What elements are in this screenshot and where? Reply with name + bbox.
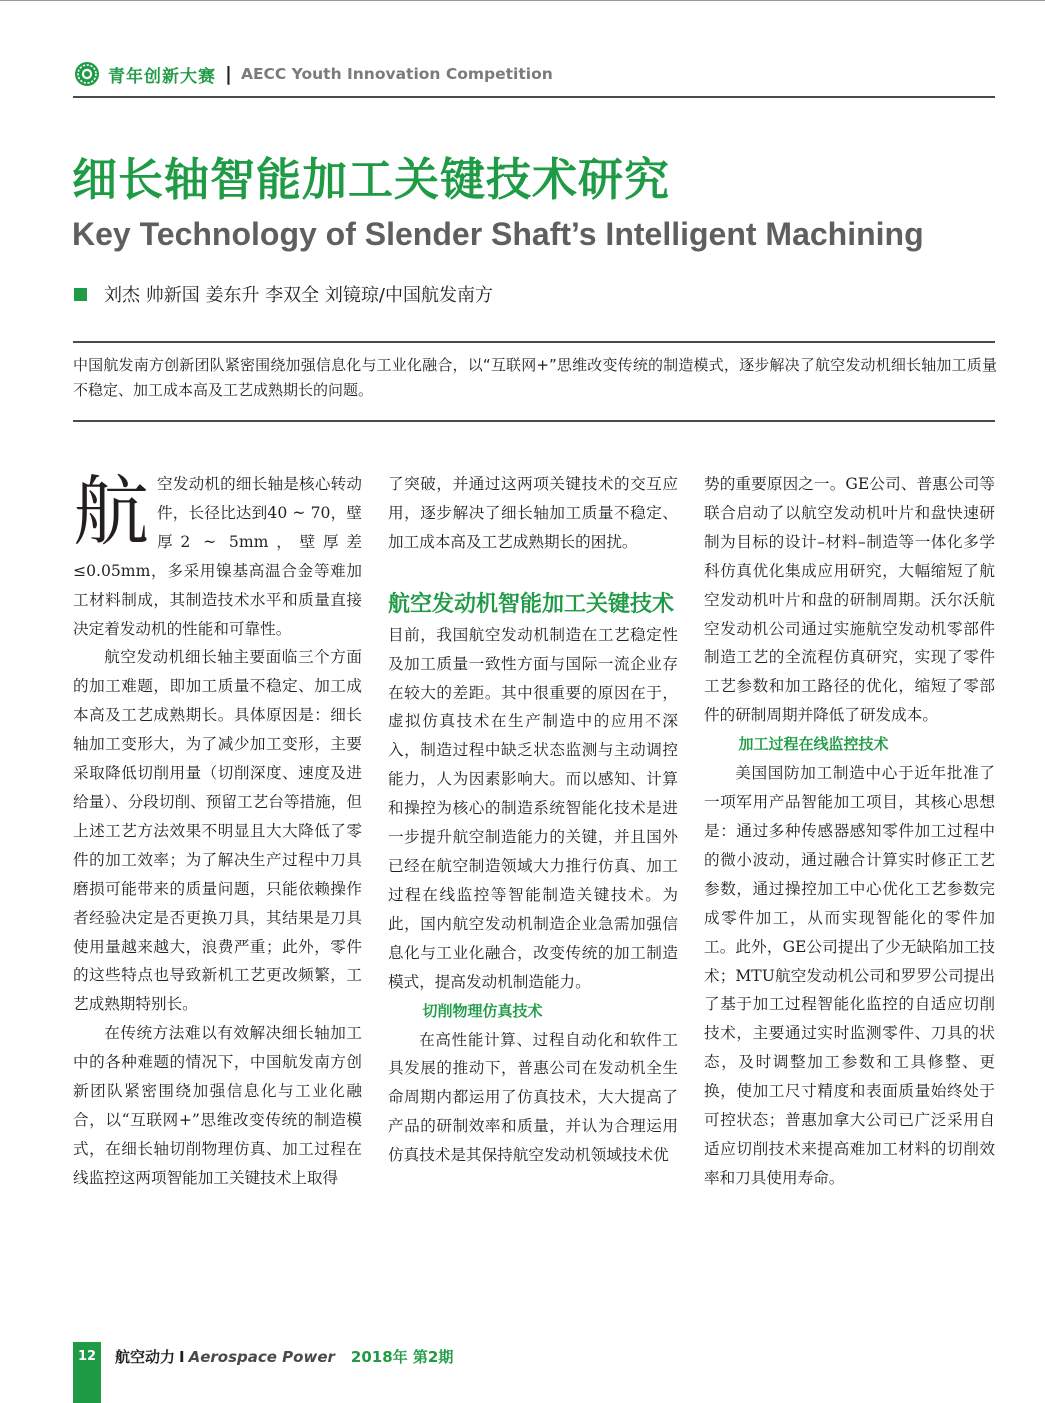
author-line — [74, 281, 493, 307]
intro-paragraph — [73, 467, 362, 643]
paragraph: 了突破，并通过这两项关键技术的交互应用，逐步解决了细长轴加工质量不稳定、加工成本高及工艺成熟期长的困扰。 — [388, 475, 678, 551]
paragraph: 在高性能计算、过程自动化和软件工具发展的推动下，普惠公司在发动机全生命周期内都运用了仿真技术，大大提高了产品的研制效率和质量，并认为合理运用仿真技术是其保持航空发动机领域技术优 — [388, 1030, 678, 1165]
top-rule — [0, 0, 1045, 1]
header-rule — [73, 96, 995, 98]
drop-cap: 航 — [73, 467, 149, 556]
paragraph: 目前，我国航空发动机制造在工艺稳定性及加工质量一致性方面与国际一流企业存在较大的差距。其中很重要的原因在于，虚拟仿真技术在生产制造中的应用不深入，制造过程中缺乏状态监测与主动调控能力，人为因素影响大。而以感知、计算和操控为核心的制造系统智能化技术是进一步提升航空制造能力的关键，并且国外已经在航空制造领域大力推行仿真、加工过程在线监控等智能制造关键技术。为此，国内航空发动机制造企业急需加强信息化与工业化融合，改变传统的加工制造模式，提高发动机制造能力。 — [388, 625, 678, 991]
abstract-rule-bottom — [73, 420, 995, 422]
abstract-rule-top — [73, 341, 995, 343]
column-1 — [73, 467, 362, 1193]
header-cn: 青年创新大赛 — [108, 66, 216, 87]
subsection-heading: 加工过程在线监控技术 — [738, 735, 889, 754]
column-2 — [388, 470, 678, 1170]
author-marker-icon — [74, 288, 87, 301]
paragraph: 美国国防加工制造中心于近年批准了一项军用产品智能加工项目，其核心思想是：通过多种传感器感知零件加工过程中的微小波动，通过融合计算实时修正工艺参数，通过操控加工中心优化工艺参数完成零件加工，从而实现智能化的零件加工。此外，GE公司提出了少无缺陷加工技术；MTU航空发动机公司和罗罗公司提出了基于加工过程智能化监控的自适应切削技术，主要通过实时监测零件、刀具的状态，及时调整加工参数和工具修整、更换，使加工尺寸精度和表面质量始终处于可控状态；普惠加拿大公司已广泛采用自适应切削技术来提高难加工材料的切削效率和刀具使用寿命。 — [704, 764, 995, 1187]
subsection-heading: 切削物理仿真技术 — [422, 1001, 543, 1020]
column-3 — [704, 470, 995, 1193]
running-footer — [115, 1346, 453, 1367]
header-en: AECC Youth Innovation Competition — [240, 65, 553, 83]
section-heading: 航空发动机智能加工关键技术 — [388, 591, 675, 617]
header-separator: | — [225, 63, 232, 85]
article-title-en: Key Technology of Slender Shaft’s Intelligent Machining — [72, 216, 924, 252]
competition-logo-icon — [74, 61, 100, 87]
paragraph: 势的重要原因之一。GE公司、普惠公司等联合启动了以航空发动机叶片和盘快速研制为目标的设计–材料–制造等一体化多学科仿真优化集成应用研究，大幅缩短了航空发动机叶片和盘的研制周期。沃尔沃航空发动机公司通过实施航空发动机零部件制造工艺的全流程仿真研究，实现了零件工艺参数和加工路径的优化，缩短了零部件的研制周期并降低了研发成本。 — [704, 475, 995, 725]
authors: 刘杰 帅新国 姜东升 李双全 刘镜琼/中国航发南方 — [104, 285, 493, 306]
abstract: 中国航发南方创新团队紧密围绕加强信息化与工业化融合，以“互联网+”思维改变传统的制造模式，逐步解决了航空发动机细长轴加工质量不稳定、加工成本高及工艺成熟期长的问题。 — [73, 356, 997, 399]
journal-name-cn: 航空动力 — [115, 1348, 176, 1366]
paragraph: 在传统方法难以有效解决细长轴加工中的各种难题的情况下，中国航发南方创新团队紧密围绕加强信息化与工业化融合，以“互联网+”思维改变传统的制造模式，在细长轴切削物理仿真、加工过程在线监控这两项智能加工关键技术上取得 — [73, 1024, 362, 1187]
journal-name-en: Aerospace Power — [188, 1348, 335, 1366]
article-title-cn: 细长轴智能加工关键技术研究 — [72, 153, 671, 206]
intro-text: 空发动机的细长轴是核心转动件，长径比达到40 ~ 70，壁厚2 ~ 5mm，壁厚差≤0.05mm，多采用镍基高温合金等难加工材料制成，其制造技术水平和质量直接决定着发动机的性能和可靠性。 — [73, 475, 362, 638]
page-number: 12 — [77, 1349, 97, 1364]
running-header — [74, 58, 553, 90]
paragraph: 航空发动机细长轴主要面临三个方面的加工难题，即加工质量不稳定、加工成本高及工艺成熟期长。具体原因是：细长轴加工变形大，为了减少加工变形，主要采取降低切削用量（切削深度、速度及进给量）、分段切削、预留工艺台等措施，但上述工艺方法效果不明显且大大降低了零件的加工效率；为了解决生产过程中刀具磨损可能带来的质量问题，只能依赖操作者经验决定是否更换刀具，其结果是刀具使用量越来越大，浪费严重；此外，零件的这些特点也导致新机工艺更改频繁，工艺成熟期特别长。 — [73, 648, 362, 1014]
issue-label: 2018年 第2期 — [350, 1348, 454, 1366]
footer-separator: I — [179, 1348, 185, 1366]
